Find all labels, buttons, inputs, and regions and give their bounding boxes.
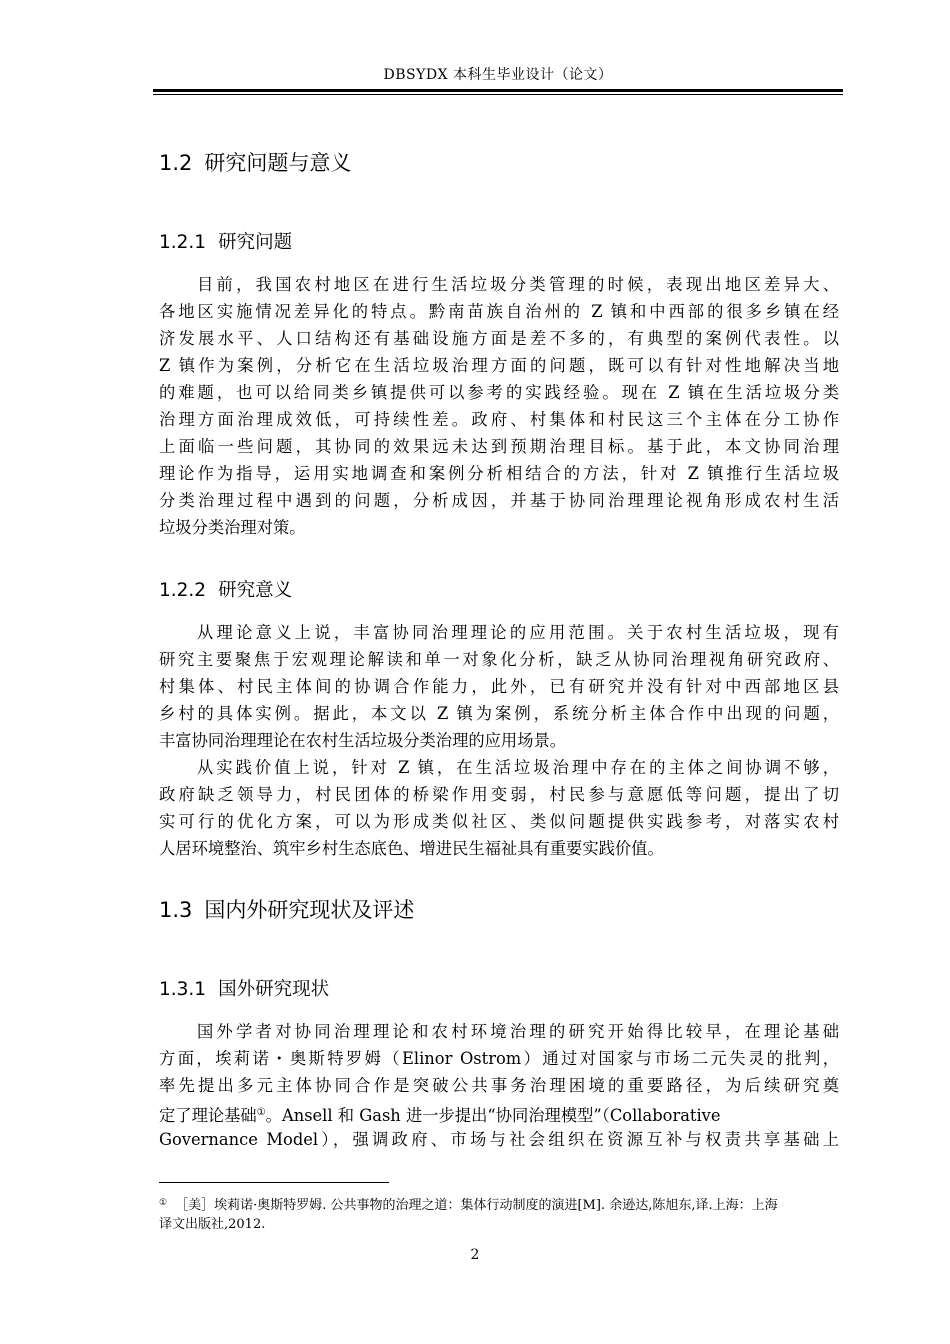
paragraph-line: Governance Model），强调政府、市场与社会组织在资源互补与权责共享基础上 — [159, 1130, 839, 1149]
subsection-number: 1.3.1 — [159, 979, 207, 1000]
paragraph-line: 治理方面治理成效低，可持续性差。政府、村集体和村民这三个主体在分工协作 — [159, 410, 839, 429]
paragraph-line: 率先提出多元主体协同合作是突破公共事务治理困境的重要路径，为后续研究奠 — [159, 1076, 839, 1095]
paragraph-line: 研究主要聚焦于宏观理论解读和单一对象化分析，缺乏从协同治理视角研究政府、 — [159, 650, 839, 669]
subsection-heading-1-2-2 — [159, 579, 292, 603]
paragraph-line: 丰富协同治理理论在农村生活垃圾分类治理的应用场景。 — [159, 731, 567, 750]
footnote-separator — [159, 1182, 389, 1183]
paragraph-line: 实可行的优化方案，可以为形成类似社区、类似问题提供实践参考，对落实农村 — [159, 812, 839, 831]
subsection-number: 1.2.1 — [159, 232, 207, 253]
footnote-text: ［美］埃莉诺·奥斯特罗姆. 公共事物的治理之道：集体行动制度的演进[M]. 余逊达,陈旭东,译.上海：上海 — [175, 1198, 778, 1213]
footnote-line: 译文出版社,2012. — [159, 1217, 266, 1232]
section-title: 国内外研究现状及评述 — [204, 898, 415, 922]
paragraph-line: 分类治理过程中遇到的问题，分析成因，并基于协同治理理论视角形成农村生活 — [159, 491, 839, 510]
paragraph-line: 济发展水平、人口结构还有基础设施方面是差不多的，有典型的案例代表性。以 — [159, 329, 839, 348]
header-rule-thin — [153, 94, 843, 95]
paragraph-line: 从理论意义上说，丰富协同治理理论的应用范围。关于农村生活垃圾，现有 — [197, 623, 839, 642]
paragraph-line: 乡村的具体实例。据此，本文以 Z 镇为案例，系统分析主体合作中出现的问题， — [159, 704, 839, 723]
header-rule — [153, 89, 843, 92]
section-heading-1-3 — [159, 897, 414, 923]
subsection-heading-1-3-1 — [159, 978, 329, 1002]
paragraph-line: 从实践价值上说，针对 Z 镇，在生活垃圾治理中存在的主体之间协调不够， — [197, 758, 839, 777]
paragraph-line: 上面临一些问题，其协同的效果远未达到预期治理目标。基于此，本文协同治理 — [159, 437, 839, 456]
citation-text-before — [159, 1103, 721, 1126]
paragraph-line: Z 镇作为案例，分析它在生活垃圾治理方面的问题，既可以有针对性地解决当地 — [159, 356, 839, 375]
section-number: 1.3 — [159, 898, 193, 922]
text-segment: 。Ansell 和 Gash 进一步提出“协同治理模型”（Collaborative — [265, 1106, 721, 1125]
section-title: 研究问题与意义 — [204, 151, 352, 175]
paragraph-line: 的难题，也可以给同类乡镇提供可以参考的实践经验。现在 Z 镇在生活垃圾分类 — [159, 383, 839, 402]
paragraph-line: 人居环境整治、筑牢乡村生态底色、增进民生福祉具有重要实践价值。 — [159, 839, 664, 858]
paragraph-line: 政府缺乏领导力，村民团体的桥梁作用变弱，村民参与意愿低等问题，提出了切 — [159, 785, 839, 804]
subsection-heading-1-2-1 — [159, 231, 292, 255]
subsection-number: 1.2.2 — [159, 580, 207, 601]
subsection-title: 研究意义 — [218, 580, 293, 601]
paragraph-line: 国外学者对协同治理理论和农村环境治理的研究开始得比较早，在理论基础 — [197, 1022, 839, 1041]
subsection-title: 国外研究现状 — [218, 979, 330, 1000]
running-header: DBSYDX 本科生毕业设计（论文） — [383, 67, 613, 83]
paragraph-line: 理论作为指导，运用实地调查和案例分析相结合的方法，针对 Z 镇推行生活垃圾 — [159, 464, 839, 483]
paragraph-line: 目前，我国农村地区在进行生活垃圾分类管理的时候，表现出地区差异大、 — [197, 275, 839, 294]
section-number: 1.2 — [159, 151, 193, 175]
footnote-citation-mark[interactable]: ① — [256, 1107, 266, 1118]
paragraph-line: 垃圾分类治理对策。 — [159, 518, 306, 537]
paragraph-line: 各地区实施情况差异化的特点。黔南苗族自治州的 Z 镇和中西部的很多乡镇在经 — [159, 302, 839, 321]
section-heading-1-2 — [159, 150, 351, 176]
paragraph-line-with-citation — [159, 1103, 839, 1126]
text-segment: 定了理论基础 — [159, 1106, 257, 1125]
footnote-mark: ① — [159, 1198, 168, 1208]
paragraph-line: 方面，埃莉诺・奥斯特罗姆（Elinor Ostrom）通过对国家与市场二元失灵的批判， — [159, 1049, 839, 1068]
subsection-title: 研究问题 — [218, 232, 293, 253]
page-number: 2 — [470, 1247, 480, 1263]
paragraph-line: 村集体、村民主体间的协调合作能力，此外，已有研究并没有针对中西部地区县 — [159, 677, 839, 696]
footnote-line — [159, 1195, 778, 1214]
